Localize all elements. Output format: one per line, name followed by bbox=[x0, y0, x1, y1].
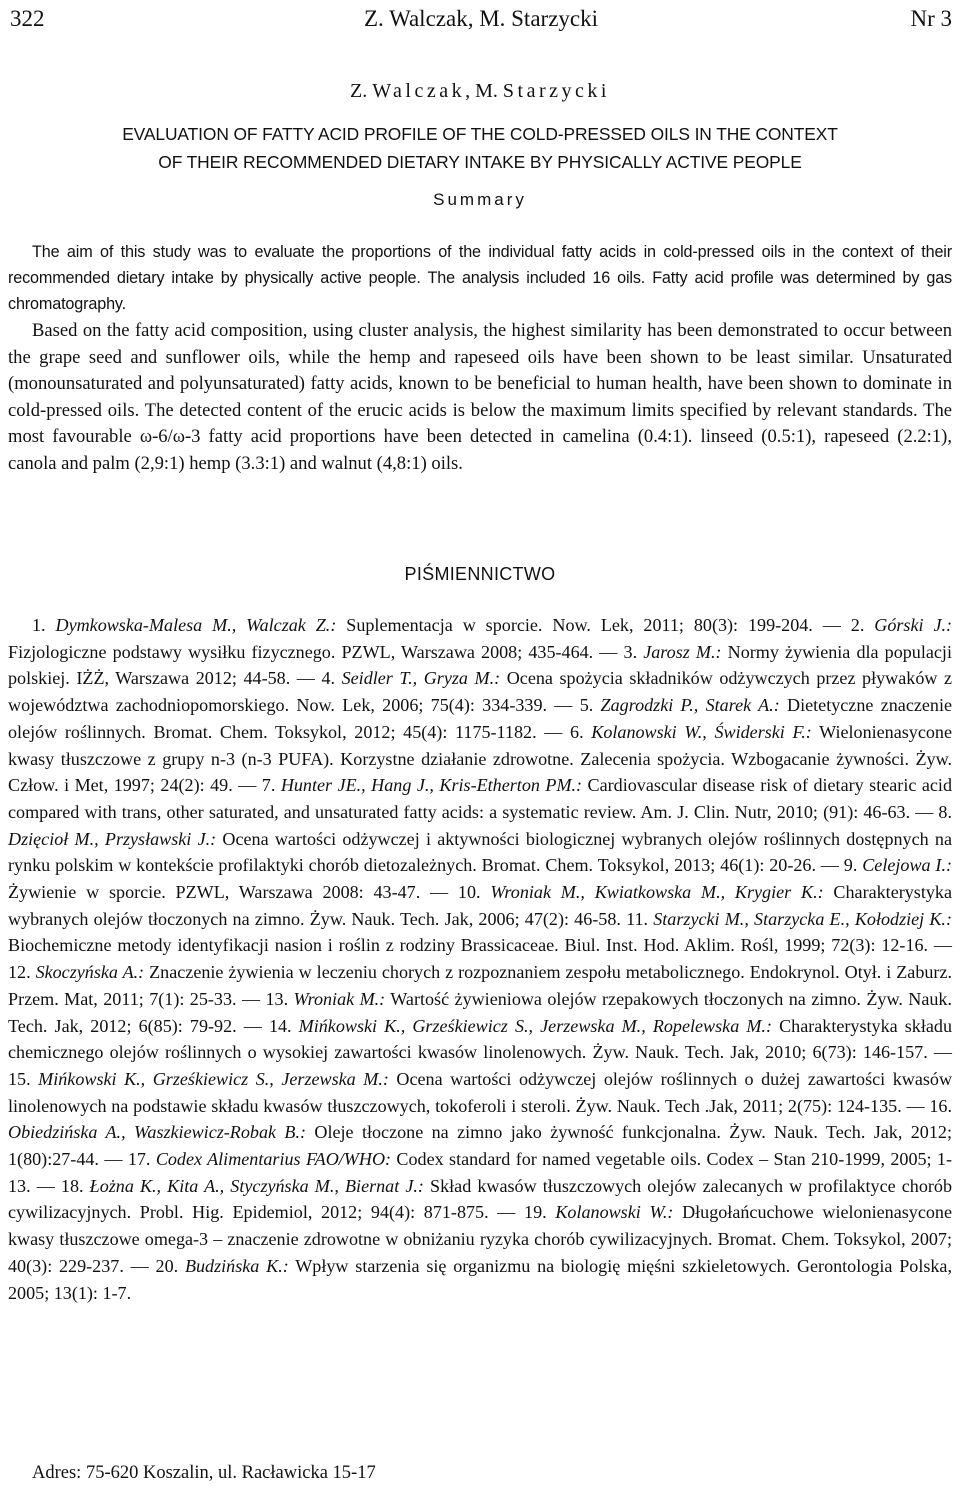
reference-text: Charakterystyka składu chemicznego olejów roślinnych o wysokiej zawartości kwasów linolenowych. Żyw. Nauk. Tech. Jak, 2010; 6(73): 146-157. — bbox=[8, 1015, 952, 1063]
authors-middle: , M. bbox=[465, 80, 503, 102]
reference-text: Skład kwasów tłuszczowych olejów zalecanych w profilaktyce chorób cywilizacyjnych. Probl. Hig. Epidemiol, 2012; 94(4): 871-875. — bbox=[8, 1175, 953, 1223]
summary-paragraph-2: Based on the fatty acid composition, using cluster analysis, the highest similarity has been demonstrated to occur between the grape seed and sunflower oils, while the hemp and rapeseed oils have been shown to be least similar. Unsaturated (monounsaturated and polyunsaturated) fatty acids, known to be beneficial to human health, have been shown to dominate in cold-pressed oils. The detected content of the erucic acids is below the maximum limits specified by relevant standards. The most favourable ω-6/ω-3 fatty acid proportions have been detected in camelina (0.4:1). linseed (0.5:1), rapeseed (2.2:1), canola and palm (2,9:1) hemp (3.3:1) and walnut (4,8:1) oils. bbox=[8, 320, 952, 474]
reference-number: 1. bbox=[32, 615, 56, 635]
reference-text: Suplementacja w sporcie. Now. Lek, 2011; 80(3): 199-204. — bbox=[336, 615, 851, 635]
reference-number: 10. bbox=[457, 882, 491, 903]
reference-item bbox=[8, 1069, 952, 1116]
reference-authors: Seidler T., Gryza M.: bbox=[341, 668, 501, 689]
running-head-authors: Z. Walczak, M. Starzycki bbox=[363, 6, 599, 31]
reference-text: Normy żywienia dla populacji polskiej. IŻŻ, Warszawa 2012; 44-58. — bbox=[8, 641, 952, 689]
reference-authors: Łożna K., Kita A., Styczyńska M., Biernat J.: bbox=[89, 1175, 424, 1196]
reference-number: 6. bbox=[570, 721, 592, 742]
reference-text: Wpływ starzenia się organizmu na biologię mięśni szkieletowych. Gerontologia Polska, 2005; 13(1): 1-7. bbox=[8, 1255, 952, 1303]
reference-authors: Budzińska K.: bbox=[184, 1255, 289, 1276]
reference-authors: Wroniak M., Kwiatkowska M., Krygier K.: bbox=[490, 882, 824, 903]
reference-authors: Codex Alimentarius FAO/WHO: bbox=[155, 1149, 392, 1170]
references-list bbox=[8, 612, 952, 1306]
reference-number: 11. bbox=[626, 908, 654, 929]
reference-authors: Jarosz M.: bbox=[643, 641, 722, 662]
reference-text: Cardiovascular disease risk of dietary stearic acid compared with trans, other saturated, and unsaturated fatty acids: a systematic review. Am. J. Clin. Nutr, 2010; (91): 46-63. — bbox=[8, 775, 952, 822]
reference-text: Dietetyczne znaczenie olejów roślinnych. Bromat. Chem. Toksykol, 2012; 45(4): 1175-1182. — bbox=[8, 695, 953, 742]
title-line-2: OF THEIR RECOMMENDED DIETARY INTAKE BY PHYSICALLY ACTIVE PEOPLE bbox=[158, 152, 802, 172]
authors-prefix: Z. bbox=[350, 80, 373, 102]
reference-authors: Kolanowski W.: bbox=[555, 1202, 674, 1223]
reference-authors: Mińkowski K., Grześkiewicz S., Jerzewska M.: bbox=[38, 1068, 389, 1089]
reference-authors: Kolanowski W., Świderski F.: bbox=[591, 721, 812, 742]
article-authors bbox=[0, 76, 960, 106]
reference-authors: Zagrodzki P., Starek A.: bbox=[600, 695, 780, 716]
reference-text: Fizjologiczne podstawy wysiłku fizycznego. PZWL, Warszawa 2008; 435-464. — bbox=[8, 641, 624, 662]
reference-authors: Górski J.: bbox=[874, 615, 953, 635]
title-line-1: EVALUATION OF FATTY ACID PROFILE OF THE COLD-PRESSED OILS IN THE CONTEXT bbox=[122, 124, 838, 144]
reference-number: 5. bbox=[579, 695, 601, 716]
reference-number: 16. bbox=[929, 1095, 952, 1116]
reference-authors: Starzycki M., Starzycka E., Kołodziej K.: bbox=[653, 908, 952, 929]
running-head bbox=[10, 2, 952, 36]
reference-number: 17. bbox=[127, 1149, 156, 1170]
reference-text: Wielonienasycone kwasy tłuszczowe z grupy n-3 (n-3 PUFA). Korzystne działanie zdrowotne. Zalecenia spożycia. Wzbogacanie żywności. Żyw. Człow. i Met, 1997; 24(2): 49. — bbox=[8, 721, 953, 796]
reference-number: 8. bbox=[938, 801, 952, 822]
reference-authors: Dzięcioł M., Przysławski J.: bbox=[8, 828, 217, 849]
reference-number: 13. bbox=[265, 988, 294, 1009]
reference-text: Biochemiczne metody identyfikacji nasion i roślin z rodziny Brassicaceae. Biul. Inst. Hod. Aklim. Rośl, 1999; 72(3): 12-16. — bbox=[8, 935, 952, 956]
references-heading: PIŚMIENNICTWO bbox=[404, 564, 556, 584]
page-number: 322 bbox=[10, 6, 45, 31]
reference-text: Ocena wartości odżywczej olejów roślinnych o dużej zawartości kwasów linolenowych na podstawie składu kwasów tłuszczowych, tokoferoli i steroli. Żyw. Nauk. Tech .Jak, 2011; 2(75): 124-135. — bbox=[8, 1068, 953, 1116]
article-title bbox=[0, 120, 960, 176]
reference-number: 18. bbox=[60, 1175, 90, 1196]
reference-authors: Hunter JE., Hang J., Kris-Etherton PM.: bbox=[280, 775, 583, 796]
reference-number: 2. bbox=[850, 615, 875, 635]
reference-authors: Mińkowski K., Grześkiewicz S., Jerzewska M., Ropelewska M.: bbox=[298, 1015, 772, 1036]
reference-text: Ocena wartości odżywczej i aktywności biologicznej wybranych olejów roślinnych dostępnych na rynku polskim w kontekście profilaktyki chorób dietozależnych. Bromat. Chem. Toksykol, 2013; 46(1): 20-26. — bbox=[8, 828, 952, 876]
reference-text: Charakterystyka wybranych olejów tłoczonych na zimno. Żyw. Nauk. Tech. Jak, 2006; 47(2): 46-58. bbox=[8, 882, 952, 929]
summary-paragraph-1: The aim of this study was to evaluate the proportions of the individual fatty acids in cold-pressed oils in the context of their recommended dietary intake by physically active people. The analysis included 16 oils. Fatty acid profile was determined by gas chromatography. bbox=[8, 243, 952, 313]
author-starzycki: Starzycki bbox=[502, 80, 610, 102]
reference-text: Długołańcuchowe wielonienasycone kwasy tłuszczowe omega-3 – znaczenie zdrowotne w obniżaniu ryzyka chorób cywilizacyjnych. Bromat. Chem. Toksykol, 2007; 40(3): 229-237. — bbox=[8, 1202, 952, 1276]
reference-text: Znaczenie żywienia w leczeniu chorych z rozpoznaniem zespołu metabolicznego. Endokrynol. Otył. i Zaburz. Przem. Mat, 2011; 7(1): 25-33. — bbox=[8, 962, 952, 1009]
reference-authors: Celejowa I.: bbox=[862, 855, 952, 876]
reference-item bbox=[32, 615, 851, 635]
address: Adres: 75-620 Koszalin, ul. Racławicka 15-17 bbox=[32, 1463, 376, 1483]
reference-number: 12. bbox=[8, 962, 36, 983]
reference-number: 20. bbox=[155, 1255, 185, 1276]
reference-number: 15. bbox=[8, 1068, 39, 1089]
reference-number: 14. bbox=[268, 1015, 299, 1036]
summary-heading: Summary bbox=[433, 190, 527, 209]
reference-authors: Obiedzińska A., Waszkiewicz-Robak B.: bbox=[8, 1122, 307, 1143]
reference-authors: Skoczyńska A.: bbox=[35, 962, 145, 983]
reference-text: Żywienie w sporcie. PZWL, Warszawa 2008: 43-47. — bbox=[8, 882, 458, 903]
issue-number: Nr 3 bbox=[910, 6, 952, 31]
author-walczak: Walczak bbox=[372, 80, 466, 102]
reference-text: Ocena spożycia składników odżywczych przez pływaków z województwa zachodniopomorskiego. Now. Lek, 2006; 75(4): 334-339. — bbox=[8, 668, 953, 716]
reference-text: Wartość żywieniowa olejów rzepakowych tłoczonych na zimno. Żyw. Nauk. Tech. Jak, 2012; 6(85): 79-92. — bbox=[8, 988, 953, 1036]
reference-number: 4. bbox=[321, 668, 342, 689]
reference-text: Codex standard for named vegetable oils. Codex – Stan 210-1999, 2005; 1-13. — bbox=[8, 1149, 953, 1196]
reference-text: Oleje tłoczone na zimno jako żywność funkcjonalna. Żyw. Nauk. Tech. Jak, 2012; 1(80):27-44. — bbox=[8, 1122, 952, 1170]
reference-number: 9. bbox=[843, 855, 863, 876]
reference-number: 7. bbox=[261, 775, 281, 796]
reference-number: 19. bbox=[524, 1202, 556, 1223]
reference-number: 3. bbox=[623, 641, 644, 662]
reference-authors: Dymkowska-Malesa M., Walczak Z.: bbox=[55, 615, 337, 635]
reference-authors: Wroniak M.: bbox=[293, 988, 386, 1009]
